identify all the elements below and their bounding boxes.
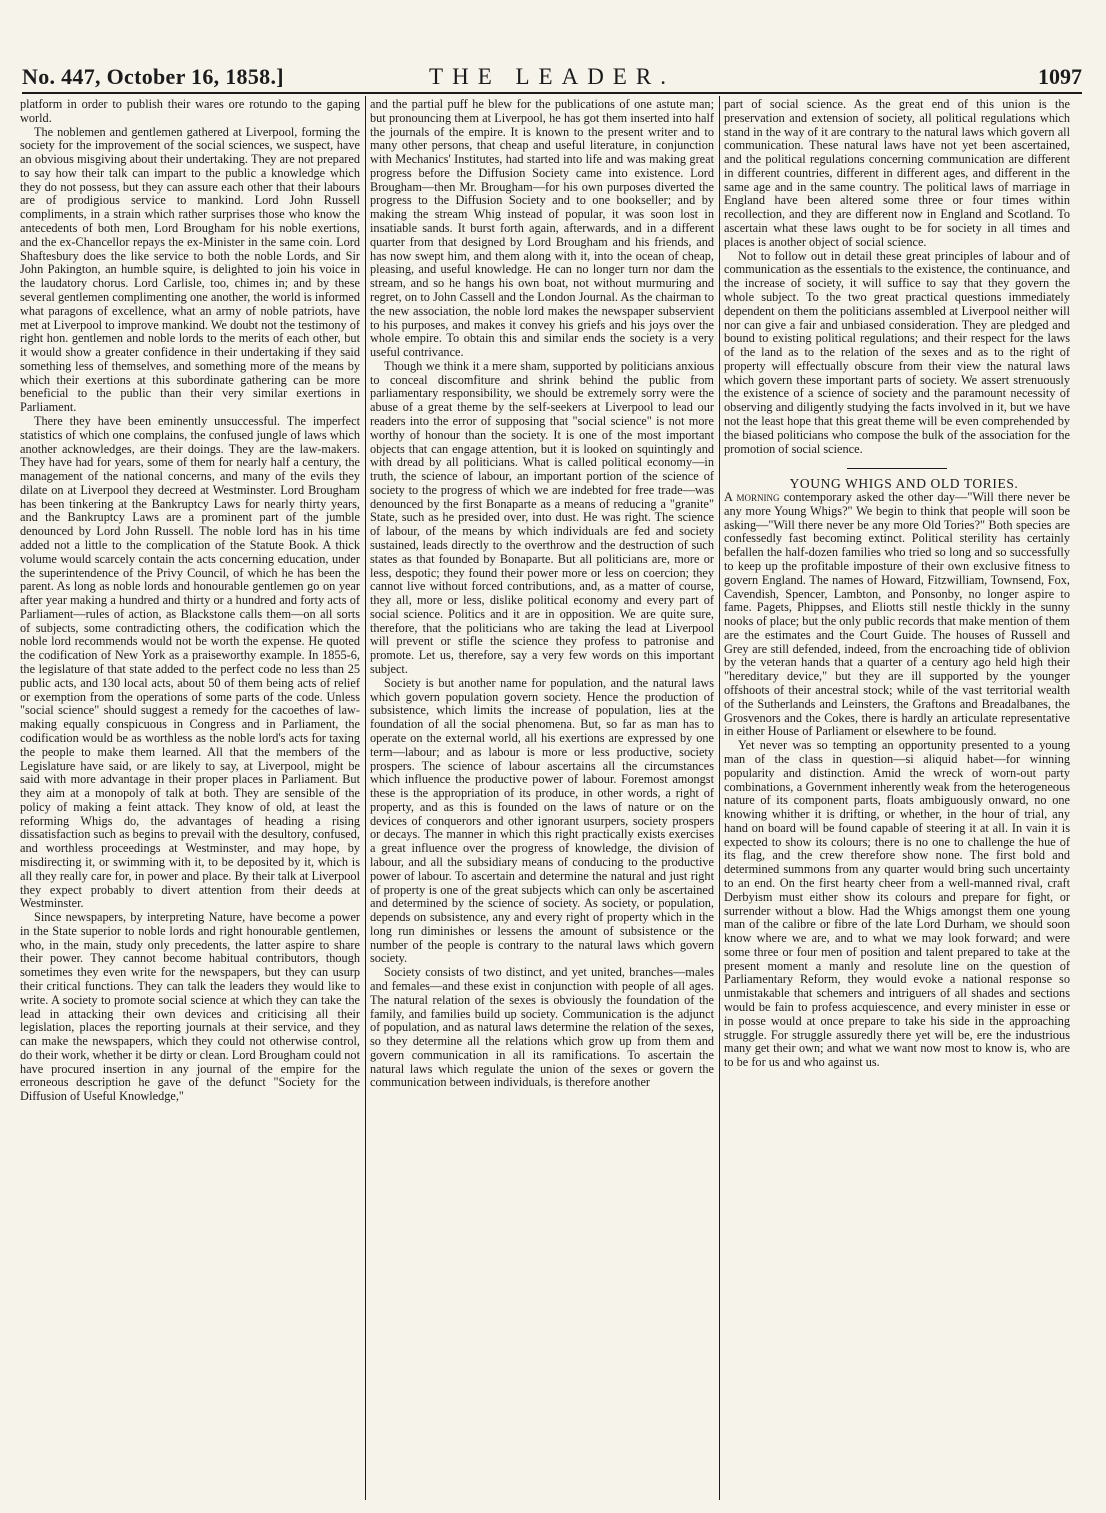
paragraph: Though we think it a mere sham, supported by politicians anxious to conceal discomfiture and shrink behind the public from parliamentary responsibility, we should be extremely sorry were the abuse of a great theme by the self-seekers at Liverpool to lead our readers into the error of supposing that "social science" is not more worthy of honour than the society. It is one of the most important objects that can engage attention, but it is looked on squintingly and with dread by all politicians. What is called political economy—in truth, the science of labour, an important portion of the science of society to the progress of which we are indebted for free trade—was denounced by the first Bonaparte as a means of reducing a "granite" State, such as he presided over, into dust. He was right. The science of labour, of the means by which individuals are fed and society sustained, leads directly to the overthrow and the destruction of such states as that founded by Bonaparte. But all politicians are, more or less, despotic; they found their power more or less on coercion; they cannot live without forced contributions, and, as a matter of course, they all, more or less, dislike political economy and every part of social science. Politics and it are in opposition. We are quite sure, therefore, that the politicians who are taking the lead at Liverpool will prevent or stifle the science they profess to patronise and promote. Let us, therefore, say a very few words on this important subject. [370,358,714,677]
masthead [22,60,1082,94]
paragraph: Society is but another name for population, and the natural laws which govern population govern society. Hence the production of subsistence, which limits the increase of population, lies at the foundation of all the social phenomena. But, so far as man has to operate on the external world, all his exertions are expressed by one term—labour; and as labour is more or less productive, society prospers. The science of labour ascertains all the circumstances which influence the productive power of labour. Foremost amongst these is the appropriation of its produce, in other words, a right of property, and as this is founded on the laws of nature or on the devices of conquerors and other ignorant usurpers, society prospers or decays. The manner in which this right practically exists exercises a great influence over the progress of knowledge, the division of labour, and all the subsidiary means of conducing to the productive power of labour. To ascertain and determine the natural and just right of property is one of the great subjects which can only be ascertained and determined by the science of society. As society, or population, depends on subsistence, any and every right of property which in the long run diminishes or lessens the amount of subsistence or the number of the people is contrary to the natural laws which govern society. [370,675,714,966]
paragraph: The noblemen and gentlemen gathered at Liverpool, forming the society for the improvement of the social sciences, we suspect, have an obvious misgiving about their undertaking. They are not prepared to say how their talk can impart to the public a knowledge which they do not possess, but they can assure each other that their labours are of prodigious service to mankind. Lord John Russell compliments, in a strain which rather surprises those who know the antecedents of both men, Lord Brougham for his noble exertions, and the ex-Chancellor repays the ex-Minister in the same coin. Lord Shaftesbury does the like service to both the noble Lords, and Sir John Pakington, an humble squire, is delighted to join his voice in the laudatory chorus. Lord Carlisle, too, chimes in; and by these several gentlemen complimenting one another, the world is informed what paragons of excellence, what an army of noble patriots, have met at Liverpool to improve mankind. We doubt not the testimony of right hon. gentlemen and noble lords to the merits of each other, but it would show a greater confidence in their undertaking if they said something less of themselves, and something more of the means by which their exertions at this subordinate gathering can be more beneficial to the public than their very similar exertions in Parliament. [20,124,360,415]
page-number: 1097 [1038,64,1082,89]
paragraph [724,491,1070,739]
column-3 [724,98,1070,1498]
paragraph: platform in order to publish their wares ore rotundo to the gaping world. [20,98,360,125]
paragraph: and the partial puff he blew for the publications of one astute man; but pronouncing them at Liverpool, he has got them inserted into half the journals of the empire. It is known to the present writer and to many other persons, that cheap and useful literature, in conjunction with Mechanics' Institutes, had started into life and was making great progress before the Diffusion Society came into existence. Lord Brougham—then Mr. Brougham—for his own purposes diverted the progress to the Diffusion Society and to one bookseller; and by making the stream Whig instead of popular, it was soon lost in insatiable sands. It burst forth again, afterwards, and in a different quarter from that designed by Lord Brougham and his friends, and has now swept him, and them along with it, into the ocean of cheap, pleasing, and useful knowledge. He can no longer turn nor dam the stream, and so he hangs his own boat, not without murmuring and regret, on to John Cassell and the London Journal. As the chairman to the new association, the noble lord makes the newspaper subservient to his purposes, and makes it convey his griefs and his joys over the whole empire. To obtain this and similar ends the society is a very useful contrivance. [370,98,714,360]
paragraph: part of social science. As the great end of this union is the preservation and extension of society, all political regulations which stand in the way of it are contrary to the natural laws which govern all communication. These natural laws have not yet been ascertained, and the political regulations concerning communication are different in different countries, different in different ages, and different in the same age and in the same country. The political laws of marriage in England have been altered some three or four times within recollection, and they are different now in England and Scotland. To ascertain what these laws ought to be for society in all times and places is another object of social science. [724,98,1070,249]
paragraph: Society consists of two distinct, and yet united, branches—males and females—and these exist in conjunction with people of all ages. The natural relation of the sexes is obviously the foundation of the family, and families build up society. Communication is the adjunct of population, and as natural laws determine the relation of the sexes, so they determine all the relations which grow up from them and govern communication in all its ramifications. To ascertain the natural laws which regulate the union of the sexes or govern the communication between individuals, is therefore another [370,965,714,1090]
newspaper-title: THE LEADER. [429,64,675,89]
paragraph: Yet never was so tempting an opportunity presented to a young man of the class in question—si aliquid habet—for winning popularity and distinction. Amid the wreck of worn-out party combinations, a Government inherently weak from the heterogeneous nature of its component parts, floats ambiguously onward, no one knowing whither it is drifting, or whether, in the hour of trial, any hand on board will be found capable of steering it at all. In vain it is expected to show its colours; there is no one to challenge the hue of its flag, and the crew therefore show none. The first bold and determined summons from any quarter would bring such uncertainty to an end. On the first hearty cheer from a well-manned rival, craft Derbyism must either show its colours and prepare for fight, or surrender without a blow. Had the Whigs amongst them one young man of the calibre or fibre of the late Lord Durham, we should soon know where we are, and to what we may look forward; and were some three or four men of position and talent prepared to take at the present moment a manly and resolute line on the question of Parliamentary Reform, they would evoke a national response so unmistakable that schemers and intriguers of all shades and sections would be fain to profess acquiescence, and every minister in esse or in posse would at once prepare to take his side in the approaching struggle. For struggle assuredly there yet will be, ere the industrious many get their own; and what we want now most to know is, who are to be for us and who against us. [724,738,1070,1070]
column-1 [20,98,360,1498]
column-rule [719,96,720,1500]
issue-date: No. 447, October 16, 1858.] [22,64,284,89]
article-heading: YOUNG WHIGS AND OLD TORIES. [789,476,1019,492]
paragraph: There they have been eminently unsuccessful. The imperfect statistics of which one complains, the confused jungle of laws which another acknowledges, are their doings. They are the law-makers. They have had for years, some of them for nearly half a century, the management of the national concerns, and many of the evils they dilate on at Liverpool they decreed at Westminster. Lord Brougham has been tinkering at the Bankruptcy Laws for nearly thirty years, and the Bankruptcy Laws are a prominent part of the jumble denounced by Lord John Russell. The noble lord has in his time added not a little to the complication of the Statute Book. A thick volume would scarcely contain the acts concerning education, under the superintendence of the Privy Council, of which he has been the parent. As long as noble lords and honourable gentlemen go on year after year making a hundred and thirty or a hundred and forty acts of Parliament—rules of action, as Blackstone calls them—on all sorts of subjects, some contradicting others, the codification which the noble lord recommends would not be worth the expense. He quoted the codification of New York as a praiseworthy example. In 1855-6, the legislature of that state added to the perfect code no less than 25 public acts, and 130 local acts, about 50 of them being acts of relief or exemption from the operations of some parts of the code. Unless "social science" should suggest a remedy for the cacoethes of law-making equally conspicuous in Congress and in Parliament, the codification would be as worthless as the noble lord's acts for taxing the people to make them learned. All that the members of the Legislature have said, or are likely to say, at Liverpool, might be said with more advantage in their proper places in Parliament. But they aim at a monopoly of talk at both. They are sensible of the policy of making a feint attack. They know of old, at least the reforming Whigs do, the advantages of heading a rising dissatisfaction such as begins to prevail with the desultory, confused, and worthless proceedings at Westminster, and may hope, by misdirecting it, or swimming with it, to be deposited by it, which is all they really care for, in power and place. By their talk at Liverpool they expect probably to divert attention from their deeds at Westminster. [20,413,360,911]
column-rule [365,96,366,1500]
column-2 [370,98,714,1498]
lead-in: A morning [724,490,780,505]
paragraph-text: contemporary asked the other day—"Will there never be any more Young Whigs?" We begin to think that people will soon be asking—"Will there never be any more Old Tories?" Both species are confessedly fast becoming extinct. Political sterility has certainly befallen the half-dozen families who tried so long and so successfully to keep up the profitable imposture of their own exclusive fitness to govern England. The names of Howard, Fitzwilliam, Townsend, Fox, Cavendish, Spencer, Lambton, and Ponsonby, no longer aspire to fame. Pagets, Phippses, and Eliotts still nestle thickly in the sunny nooks of place; but the only public records that make mention of them are the estimates and the Court Guide. The houses of Russell and Grey are still defended, indeed, from the encroaching tide of oblivion by the veteran hands that a quarter of a century ago held high their "hereditary device," but they are ill supported by the younger offshoots of their ancestral stock; while of the vast territorial wealth of the Sutherlands and Leinsters, the Graftons and Breadalbanes, the Grosvenors and the Cokes, there is hardly an articulate representative in either House of Parliament or elsewhere to be found. [724,490,1070,739]
paragraph: Since newspapers, by interpreting Nature, have become a power in the State superior to noble lords and right honourable gentlemen, who, in the main, study only precedents, the latter aspire to share their power. They cannot become habitual contributors, though sometimes they even write for the newspapers, but they can usurp their critical functions. They can talk the leaders they would like to write. A society to promote social science at which they can take the lead in attacking their own devices and criticising all their legislation, places the reporting journals at their service, and they can make the newspapers, which they could not otherwise control, do their work, whether it be dirty or clean. Lord Brougham could not have procured insertion in any journal of the empire for the erroneous description he gave of the defunct "Society for the Diffusion of Useful Knowledge," [20,910,360,1104]
section-divider [847,468,947,469]
paragraph: Not to follow out in detail these great principles of labour and of communication as the essentials to the existence, the continuance, and the increase of society, it will suffice to say that they govern the whole subject. To the two great practical questions immediately dependent on them the politicians assembled at Liverpool neither will nor can give a fair and unbiased consideration. They are pledged and bound to existing political regulations; and their respect for the laws of the land as to the relation of the sexes and as to the right of property will effectually obscure from their view the natural laws which govern these important parts of society. We assert strenuously the existence of a science of society and the paramount necessity of observing and diligently studying the facts involved in it, but we have not the least hope that this great theme will be even comprehended by the biased politicians who compose the bulk of the association for the promotion of social science. [724,248,1070,456]
